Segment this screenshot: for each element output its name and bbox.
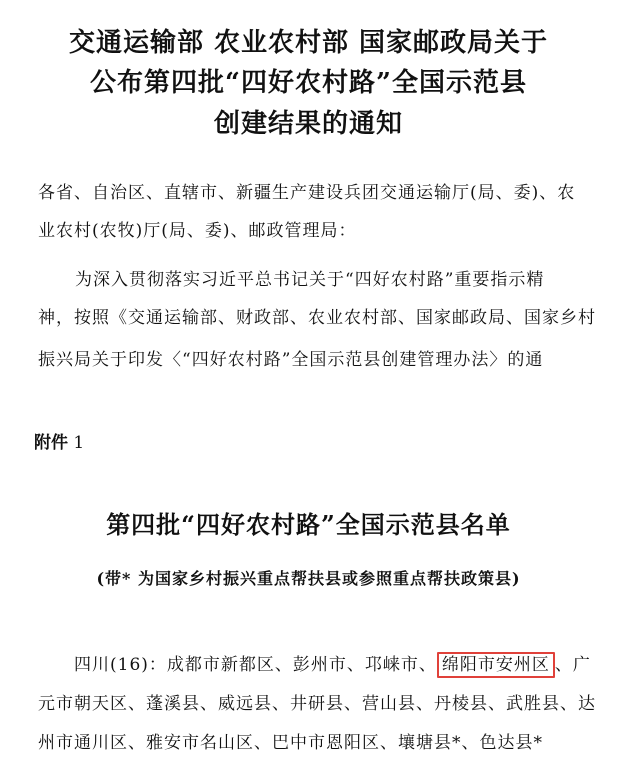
body-line-2: 业农村(农牧)厅(局、委)、邮政管理局： (38, 221, 357, 241)
notice-title-line-3: 创建结果的通知 (213, 109, 403, 139)
notice-title-line-1: 交通运输部 农业农村部 国家邮政局关于 (68, 28, 549, 58)
attachment-label: 附件 (34, 433, 68, 453)
sichuan-line-1-before: 四川(16)：成都市新都区、彭州市、邛崃市、 (74, 655, 437, 675)
highlighted-county: 绵阳市安州区 (437, 652, 555, 678)
sichuan-line-3: 州市通川区、雅安市名山区、巴中市恩阳区、壤塘县*、色达县* (38, 733, 543, 753)
list-note: (带* 为国家乡村振兴重点帮扶县或参照重点帮扶政策县) (96, 569, 521, 588)
notice-title-line-2: 公布第四批“四好农村路”全国示范县 (90, 68, 527, 98)
attachment-heading (34, 428, 84, 453)
attachment-number: 1 (73, 433, 85, 453)
sichuan-line-1-after: 、广 (554, 655, 591, 675)
body-line-5: 振兴局关于印发〈“四好农村路”全国示范县创建管理办法〉的通 (38, 350, 544, 370)
body-line-3: 为深入贯彻落实习近平总书记关于“四好农村路”重要指示精 (75, 270, 545, 290)
body-line-4: 神，按照《交通运输部、财政部、农业农村部、国家邮政局、国家乡村 (38, 308, 596, 328)
body-line-1: 各省、自治区、直辖市、新疆生产建设兵团交通运输厅(局、委)、农 (38, 183, 576, 203)
sichuan-line-2: 元市朝天区、蓬溪县、威远县、井研县、营山县、丹棱县、武胜县、达 (38, 694, 596, 714)
sichuan-line-1 (74, 650, 591, 675)
list-title: 第四批“四好农村路”全国示范县名单 (106, 510, 511, 539)
